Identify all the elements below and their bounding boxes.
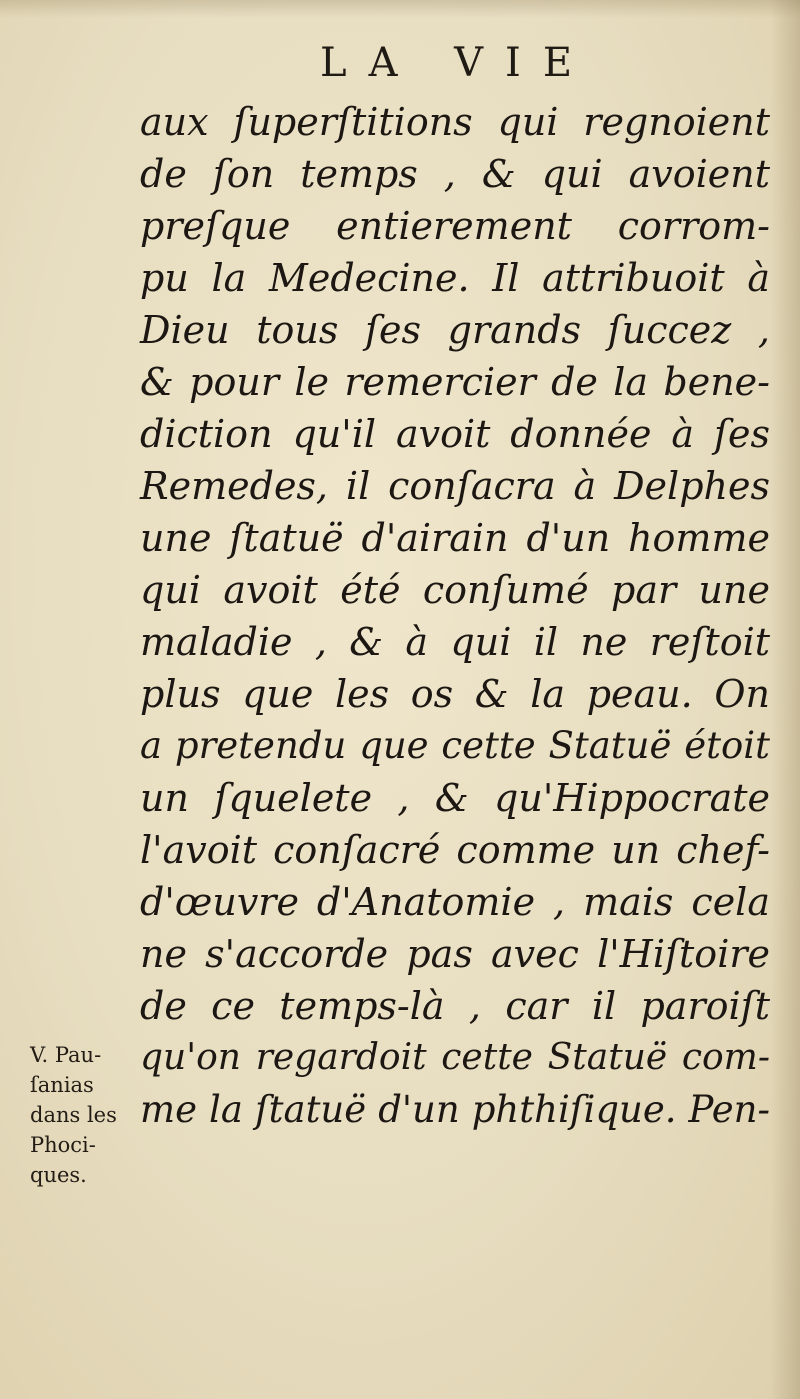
text-line: preſque entierement corrom- bbox=[140, 204, 770, 248]
text-line: aux ſuperſtitions qui regnoient bbox=[140, 100, 770, 144]
text-line: me la ſtatuë d'un phthiſique. Pen- bbox=[140, 1088, 770, 1131]
text-line: un ſquelete , & qu'Hippocrate bbox=[140, 776, 770, 820]
page-top-shadow bbox=[0, 0, 800, 18]
text-line: qui avoit été conſumé par une bbox=[140, 568, 770, 612]
margin-note-line: ſanias bbox=[30, 1073, 94, 1097]
text-line: plus que les os & la peau. On bbox=[140, 672, 770, 716]
running-head: LA VIE bbox=[320, 40, 595, 86]
text-line: maladie , & à qui il ne reſtoit bbox=[140, 620, 770, 664]
text-line: Remedes, il conſacra à Delphes bbox=[140, 464, 770, 508]
text-line: Dieu tous ſes grands ſuccez , bbox=[140, 308, 770, 352]
page-edge-shadow bbox=[770, 0, 800, 1399]
margin-note-line: V. Pau- bbox=[30, 1043, 102, 1067]
text-line: de ce temps-là , car il paroiſt bbox=[140, 984, 770, 1028]
margin-note-line: Phoci- bbox=[30, 1133, 96, 1157]
text-line: d'œuvre d'Anatomie , mais cela bbox=[140, 880, 770, 924]
text-line: qu'on regardoit cette Statuë com- bbox=[140, 1037, 770, 1078]
body-text bbox=[140, 96, 770, 1136]
text-line: diction qu'il avoit donnée à ſes bbox=[140, 412, 770, 456]
text-line: de ſon temps , & qui avoient bbox=[140, 152, 770, 196]
text-line: l'avoit conſacré comme un chef- bbox=[140, 828, 770, 872]
margin-note-line: ques. bbox=[30, 1163, 87, 1187]
text-line: a pretendu que cette Statuë étoit bbox=[140, 724, 770, 767]
text-line: une ſtatuë d'airain d'un homme bbox=[140, 516, 770, 560]
margin-note bbox=[30, 1040, 140, 1190]
text-line: ne s'accorde pas avec l'Hiſtoire bbox=[140, 932, 770, 976]
margin-note-line: dans les bbox=[30, 1103, 117, 1127]
text-line: & pour le remercier de la bene- bbox=[140, 360, 770, 404]
text-line: pu la Medecine. Il attribuoit à bbox=[140, 256, 770, 300]
